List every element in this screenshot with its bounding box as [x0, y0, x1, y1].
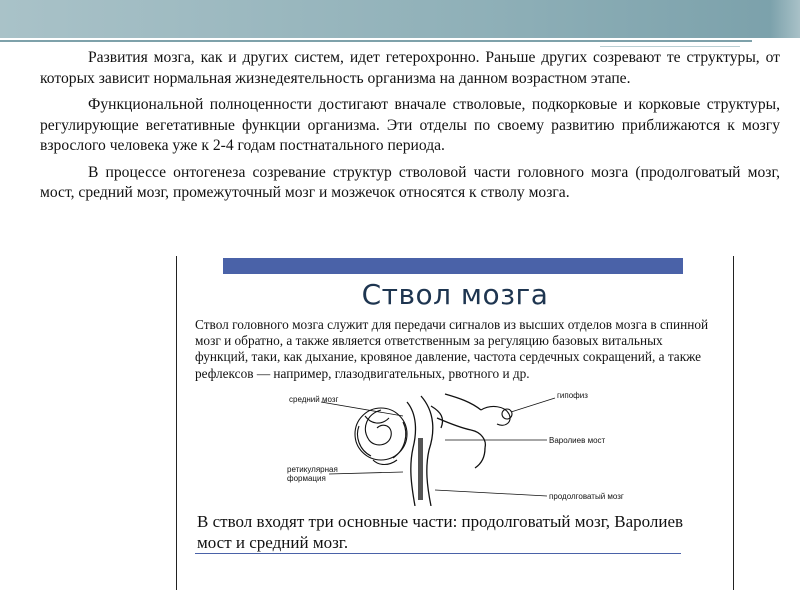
body-text	[40, 48, 780, 210]
cerebellum-drawing	[355, 408, 407, 465]
header-rule-accent	[600, 46, 740, 47]
paragraph-2: Функциональной полноценности достигают вначале стволовые, подкорковые и корковые структуры, регулирующие вегетативные функции организма. Эти отделы по своему развитию приближаются к мозгу взрослого человека уже к 2-4 годам постнатального периода.	[40, 96, 780, 154]
label-reticular-1: ретикулярная	[287, 465, 338, 474]
brainstem-diagram	[285, 388, 625, 506]
slide-caption: В ствол входят три основные части: продолговатый мозг, Варолиев мост и средний мозг.	[197, 512, 684, 552]
label-midbrain: средний мозг	[289, 395, 339, 404]
slide-top-bar	[223, 258, 683, 274]
header-band	[0, 0, 800, 38]
embedded-slide	[176, 256, 734, 590]
label-pons: Варолиев мост	[549, 436, 606, 445]
paragraph-3: В процессе онтогенеза созревание структур стволовой части головного мозга (продолговатый мозг, мост, средний мозг, промежуточный мозг и мозжечок относятся к стволу мозга.	[40, 163, 780, 201]
label-reticular-2: формация	[287, 474, 326, 483]
label-lines	[321, 398, 555, 496]
paragraph-1: Развития мозга, как и других систем, идет гетерохронно. Раньше других созревают те структуры, от которых зависит нормальная жизнедеятельность организма на данном возрастном этапе.	[40, 49, 780, 87]
slide-bottom-rule	[195, 553, 681, 554]
header-rule	[0, 40, 752, 42]
label-medulla: продолговатый мозг	[549, 492, 624, 501]
header-highlight	[770, 0, 800, 38]
pituitary-drawing	[481, 407, 512, 426]
label-pituitary: гипофиз	[557, 391, 588, 400]
brainstem-illustration	[285, 388, 625, 506]
slide-description: Ствол головного мозга служит для передачи сигналов из высших отделов мозга в спинной мозг и обратно, а также является ответственным за регуляцию базовых витальных функций, таки, как дыхание, кровяное давление, частота сердечных сокращений, а также рефлексов — например, глазодвигательных, рвотного и др.	[195, 317, 709, 381]
slide-title: Ствол мозга	[361, 278, 549, 311]
central-canal	[418, 438, 423, 500]
